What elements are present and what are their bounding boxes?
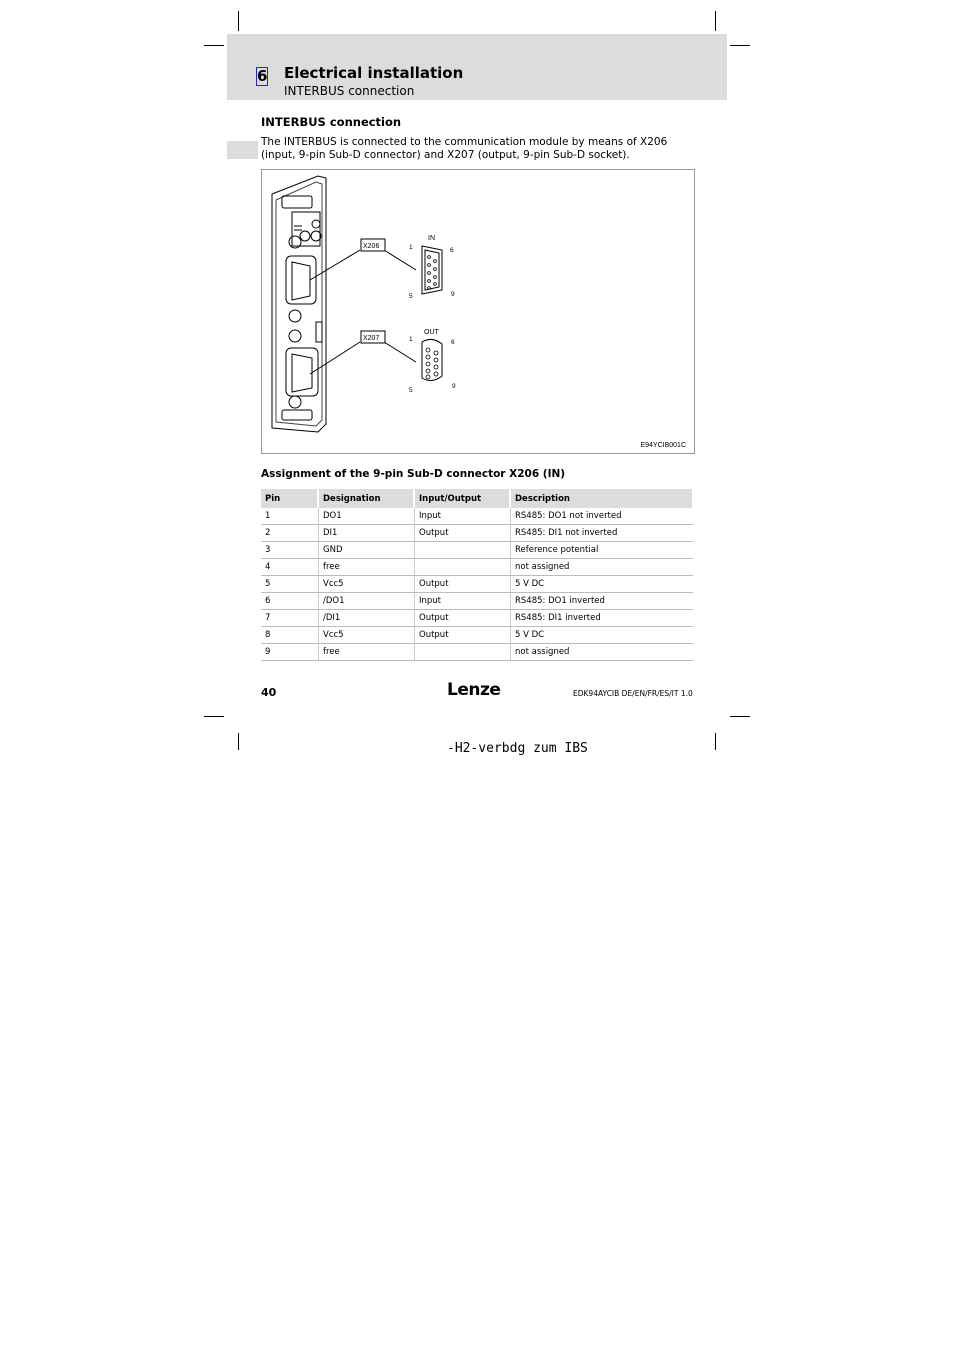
table-cell: Output (415, 610, 511, 627)
table-cell: 9 (261, 644, 319, 661)
table-cell: 2 (261, 525, 319, 542)
brand-logo: Lenze (447, 680, 501, 700)
x206-connector-body (286, 256, 316, 304)
x207-connector-face (292, 354, 312, 392)
table-row (261, 525, 694, 542)
pin (434, 351, 438, 355)
table-cell: 7 (261, 610, 319, 627)
table-cell: DO1 (319, 508, 415, 525)
pin (426, 348, 430, 352)
module-bottom-slot (282, 410, 312, 420)
table-cell: 4 (261, 559, 319, 576)
crop-mark (715, 11, 716, 31)
screw (289, 330, 301, 342)
x206-label: X206 (363, 243, 380, 250)
pin (428, 272, 431, 275)
pin (434, 276, 437, 279)
page-number: 40 (261, 686, 277, 699)
crop-mark (730, 716, 750, 717)
crop-mark (238, 11, 239, 31)
pin-9-label: 9 (452, 383, 456, 390)
pin-1-label: 1 (409, 244, 413, 251)
table-cell: not assigned (511, 644, 694, 661)
table-cell: Vcc5 (319, 627, 415, 644)
pin-1-label: 1 (409, 336, 413, 343)
crop-mark (715, 733, 716, 750)
table-cell: 5 V DC (511, 576, 694, 593)
table-cell: Output (415, 576, 511, 593)
table-cell: Output (415, 627, 511, 644)
screw (289, 396, 301, 408)
table-row (261, 627, 694, 644)
pin-9-label: 9 (451, 291, 455, 298)
table-cell: Input (415, 593, 511, 610)
side-latch (316, 322, 322, 342)
table-cell: Vcc5 (319, 576, 415, 593)
table-row (261, 508, 694, 525)
pin-5-label: 5 (409, 293, 413, 300)
pin (434, 365, 438, 369)
module-top-slot (282, 196, 312, 208)
connector-diagram (262, 170, 694, 453)
chapter-title: Electrical installation (284, 64, 464, 82)
table-cell: DI1 (319, 525, 415, 542)
screw (289, 310, 301, 322)
chapter-number: 6 (257, 67, 268, 85)
x207-label: X207 (363, 335, 380, 342)
table-row (261, 593, 694, 610)
table-cell: free (319, 559, 415, 576)
in-label: IN (428, 235, 435, 242)
chapter-subtitle: INTERBUS connection (284, 84, 415, 98)
led (312, 220, 320, 228)
pin (426, 369, 430, 373)
pin (434, 268, 437, 271)
pin (428, 264, 431, 267)
pin (428, 280, 431, 283)
table-cell: 1 (261, 508, 319, 525)
table-cell: /DI1 (319, 610, 415, 627)
table-cell: RS485: DO1 inverted (511, 593, 694, 610)
table-cell: RS485: DO1 not inverted (511, 508, 694, 525)
table-cell: Output (415, 525, 511, 542)
table-cell: RS485: DI1 inverted (511, 610, 694, 627)
table-cell: 5 (261, 576, 319, 593)
pin (426, 355, 430, 359)
led (300, 231, 310, 241)
table-cell: 8 (261, 627, 319, 644)
pin (434, 372, 438, 376)
table-cell: not assigned (511, 559, 694, 576)
connector-figure (261, 169, 695, 454)
table-row (261, 576, 694, 593)
table-heading: Assignment of the 9-pin Sub-D connector X206 (IN) (261, 468, 566, 480)
table-row (261, 559, 694, 576)
crop-mark (238, 733, 239, 750)
pin (434, 283, 437, 286)
pin-6-label: 6 (450, 247, 454, 254)
table-row (261, 610, 694, 627)
pin-5-label: 5 (409, 387, 413, 394)
column-header: Designation (319, 489, 415, 508)
document-code: EDK94AYCIB DE/EN/FR/ES/IT 1.0 (573, 689, 693, 698)
table-cell (415, 542, 511, 559)
crop-mark (204, 716, 224, 717)
crop-mark (204, 45, 224, 46)
crop-mark (730, 45, 750, 46)
pin (426, 375, 430, 379)
table-cell: Input (415, 508, 511, 525)
table-cell (415, 559, 511, 576)
table-cell: /DO1 (319, 593, 415, 610)
pin (434, 260, 437, 263)
table-cell (415, 644, 511, 661)
figure-code: E94YCIB001C (640, 442, 686, 449)
table-cell: GND (319, 542, 415, 559)
pin (434, 358, 438, 362)
out-label: OUT (424, 329, 439, 336)
table-cell: 5 V DC (511, 627, 694, 644)
x207-out-connector (422, 339, 442, 380)
column-header: Pin (261, 489, 319, 508)
pin-assignment-table (261, 489, 694, 661)
table-row (261, 644, 694, 661)
table-cell: Reference potential (511, 542, 694, 559)
table-row (261, 542, 694, 559)
column-header: Description (511, 489, 694, 508)
column-header: Input/Output (415, 489, 511, 508)
margin-tab (227, 141, 258, 159)
x206-connector-face (292, 262, 310, 300)
table-cell: free (319, 644, 415, 661)
table-cell: RS485: DI1 not inverted (511, 525, 694, 542)
pin (428, 256, 431, 259)
section-heading: INTERBUS connection (261, 115, 402, 129)
table-cell: 6 (261, 593, 319, 610)
pin (426, 362, 430, 366)
table-cell: 3 (261, 542, 319, 559)
pin-6-label: 6 (451, 339, 455, 346)
table-header-row (261, 489, 694, 508)
footer-caption: -H2-verbdg zum IBS (447, 741, 588, 756)
intro-paragraph: The INTERBUS is connected to the communication module by means of X206 (input, 9-pin Sub-D connector) and X207 (output, 9-pin Sub-D socket). (261, 136, 668, 161)
